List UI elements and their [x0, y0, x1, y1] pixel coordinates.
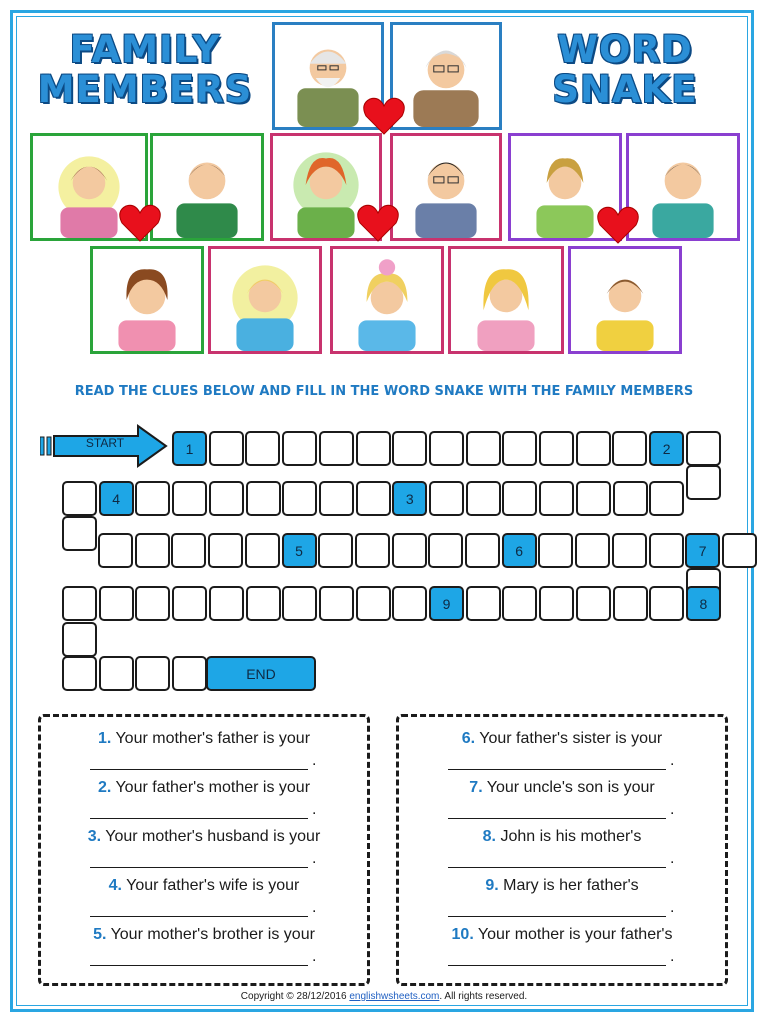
snake-cell-numbered[interactable]: [502, 533, 537, 568]
clue-item: [38, 828, 370, 846]
clue-item: [38, 779, 370, 797]
snake-cell-number: 8: [699, 595, 708, 612]
snake-cell[interactable]: [246, 586, 281, 621]
snake-cell-numbered[interactable]: [392, 481, 427, 516]
snake-cell[interactable]: [209, 431, 244, 466]
girl-picture-3: [448, 246, 564, 354]
snake-cell-numbered[interactable]: [686, 586, 721, 621]
snake-cell[interactable]: [538, 533, 573, 568]
snake-cell[interactable]: [612, 431, 647, 466]
snake-cell[interactable]: [613, 586, 648, 621]
snake-cell[interactable]: [356, 586, 391, 621]
clue-item: [396, 730, 728, 748]
snake-cell[interactable]: [282, 431, 317, 466]
blank-period: .: [670, 752, 675, 769]
snake-cell[interactable]: [62, 586, 97, 621]
snake-cell-numbered[interactable]: [282, 533, 317, 568]
answer-blank[interactable]: [90, 768, 308, 770]
clue-text: Your mother's husband is your: [105, 828, 321, 845]
heart-icon: [118, 203, 162, 243]
snake-cell[interactable]: [356, 431, 391, 466]
clue-item: [396, 926, 728, 944]
answer-blank[interactable]: [90, 866, 308, 868]
boy-picture-1: [208, 246, 322, 354]
boy-picture-2: [568, 246, 682, 354]
clue-text: Your uncle's son is your: [486, 779, 655, 796]
snake-cell[interactable]: [649, 533, 684, 568]
snake-cell[interactable]: [172, 481, 207, 516]
snake-cell[interactable]: [539, 431, 574, 466]
clue-number: 2.: [97, 779, 112, 796]
clue-number: 4.: [108, 877, 122, 894]
father-picture: [150, 133, 264, 241]
snake-cell-numbered[interactable]: [685, 533, 720, 568]
clue-text: Your mother's brother is your: [110, 926, 315, 943]
snake-cell-number: 6: [515, 542, 524, 559]
blank-period: .: [312, 899, 317, 916]
clue-number: 1.: [97, 730, 112, 747]
clue-item: [396, 877, 728, 895]
snake-cell[interactable]: [539, 586, 574, 621]
snake-cell[interactable]: [99, 586, 134, 621]
clue-text: John is his mother's: [500, 828, 642, 845]
clue-text: Your father's sister is your: [479, 730, 663, 747]
clue-number: 8.: [482, 828, 496, 845]
footer-prefix: Copyright © 28/12/2016: [240, 991, 350, 1002]
snake-cell[interactable]: [319, 586, 354, 621]
snake-cell[interactable]: [62, 481, 97, 516]
snake-cell[interactable]: [686, 431, 721, 466]
snake-cell-number: 3: [405, 490, 414, 507]
blank-period: .: [312, 948, 317, 965]
heart-icon: [362, 96, 406, 136]
snake-cell[interactable]: [209, 586, 244, 621]
clue-text: Your father's wife is your: [126, 877, 300, 894]
snake-cell[interactable]: [466, 431, 501, 466]
clue-number: 9.: [485, 877, 499, 894]
snake-cell[interactable]: [576, 481, 611, 516]
man-picture: [626, 133, 740, 241]
snake-cell[interactable]: [62, 656, 97, 691]
answer-blank[interactable]: [448, 768, 666, 770]
heart-icon: [596, 205, 640, 245]
title-left-line1: FAMILY: [69, 28, 221, 71]
clue-item: [38, 926, 370, 944]
grandmother-picture: [390, 22, 502, 130]
clue-box-left: [38, 714, 370, 986]
snake-cell-numbered[interactable]: [649, 431, 684, 466]
snake-cell[interactable]: [465, 533, 500, 568]
clue-number: 6.: [461, 730, 476, 747]
snake-cell[interactable]: [649, 481, 684, 516]
snake-cell-numbered[interactable]: [172, 431, 207, 466]
answer-blank[interactable]: [90, 817, 308, 819]
snake-cell[interactable]: [172, 586, 207, 621]
answer-blank[interactable]: [90, 964, 308, 966]
footer-copyright: [0, 991, 768, 1002]
snake-cell[interactable]: [429, 481, 464, 516]
snake-cell[interactable]: [576, 431, 611, 466]
snake-cell[interactable]: [392, 533, 427, 568]
snake-cell[interactable]: [392, 586, 427, 621]
snake-cell[interactable]: [172, 656, 207, 691]
snake-cell[interactable]: [576, 586, 611, 621]
snake-cell[interactable]: [135, 533, 170, 568]
clue-text: Mary is her father's: [503, 877, 639, 894]
snake-cell[interactable]: [282, 481, 317, 516]
uncle-picture: [390, 133, 502, 241]
snake-cell[interactable]: [319, 481, 354, 516]
snake-cell[interactable]: [135, 656, 170, 691]
answer-blank[interactable]: [448, 915, 666, 917]
title-right-line2: SNAKE: [552, 68, 698, 111]
blank-period: .: [312, 801, 317, 818]
blank-period: .: [670, 948, 675, 965]
heart-icon: [356, 203, 400, 243]
snake-cell[interactable]: [246, 481, 281, 516]
snake-cell[interactable]: [62, 622, 97, 657]
snake-cell[interactable]: [356, 481, 391, 516]
answer-blank[interactable]: [448, 866, 666, 868]
title-word-snake: [520, 30, 730, 110]
snake-cell[interactable]: [539, 481, 574, 516]
clue-text: Your father's mother is your: [115, 779, 311, 796]
snake-cell[interactable]: [318, 533, 353, 568]
snake-cell[interactable]: [428, 533, 463, 568]
clue-number: 3.: [87, 828, 102, 845]
snake-cell[interactable]: [392, 431, 427, 466]
snake-cell-numbered[interactable]: [429, 586, 464, 621]
snake-cell[interactable]: [575, 533, 610, 568]
snake-cell[interactable]: [245, 431, 280, 466]
snake-cell-numbered[interactable]: [99, 481, 134, 516]
girl-picture-2: [330, 246, 444, 354]
snake-cell[interactable]: [466, 586, 501, 621]
snake-cell[interactable]: [245, 533, 280, 568]
snake-cell[interactable]: [613, 481, 648, 516]
clue-item: [396, 779, 728, 797]
snake-cell[interactable]: [502, 586, 537, 621]
snake-cell[interactable]: [429, 431, 464, 466]
snake-cell-number: 5: [295, 542, 303, 559]
clue-box-right: [396, 714, 728, 986]
snake-cell[interactable]: [171, 533, 206, 568]
start-arrow: [40, 424, 170, 468]
snake-cell-number: 1: [185, 440, 194, 457]
snake-cell[interactable]: [502, 481, 537, 516]
answer-blank[interactable]: [448, 817, 666, 819]
snake-cell[interactable]: [466, 481, 501, 516]
clue-text: Your mother's father is your: [115, 730, 311, 747]
snake-cell[interactable]: [135, 481, 170, 516]
blank-period: .: [312, 850, 317, 867]
title-right-line1: WORD: [557, 28, 693, 71]
blank-period: .: [312, 752, 317, 769]
clue-item: [38, 730, 370, 748]
snake-cell[interactable]: [282, 586, 317, 621]
snake-cell-number: 7: [698, 542, 707, 559]
blank-period: .: [670, 899, 675, 916]
clue-number: 7.: [469, 779, 483, 796]
snake-cell-number: 2: [662, 440, 671, 457]
snake-cell-number: 9: [442, 595, 451, 612]
snake-cell-number: 4: [112, 490, 121, 507]
blank-period: .: [670, 850, 675, 867]
end-box: END: [206, 656, 316, 691]
snake-cell[interactable]: [62, 516, 97, 551]
footer-link[interactable]: englishwsheets.com: [349, 991, 440, 1002]
footer-suffix: . All rights reserved.: [439, 991, 528, 1002]
snake-cell[interactable]: [319, 431, 354, 466]
title-family-members: [30, 30, 260, 110]
start-label: START: [85, 436, 125, 450]
blank-period: .: [670, 801, 675, 818]
clue-number: 5.: [93, 926, 107, 943]
snake-cell[interactable]: [98, 533, 133, 568]
snake-cell[interactable]: [649, 586, 684, 621]
clue-item: [38, 877, 370, 895]
snake-cell[interactable]: [612, 533, 647, 568]
instruction-text: READ THE CLUES BELOW AND FILL IN THE WORD SNAKE WITH THE FAMILY MEMBERS: [74, 384, 694, 399]
answer-blank[interactable]: [90, 915, 308, 917]
answer-blank[interactable]: [448, 964, 666, 966]
title-left-line2: MEMBERS: [37, 68, 253, 111]
snake-cell[interactable]: [502, 431, 537, 466]
snake-cell[interactable]: [355, 533, 390, 568]
girl-picture-1: [90, 246, 204, 354]
clue-number: 10.: [451, 926, 474, 943]
snake-cell[interactable]: [209, 481, 244, 516]
snake-cell[interactable]: [135, 586, 170, 621]
snake-cell[interactable]: [686, 465, 721, 500]
clue-item: [396, 828, 728, 846]
snake-cell[interactable]: [722, 533, 757, 568]
snake-cell[interactable]: [99, 656, 134, 691]
clue-text: Your mother is your father's: [477, 926, 673, 943]
snake-cell[interactable]: [208, 533, 243, 568]
